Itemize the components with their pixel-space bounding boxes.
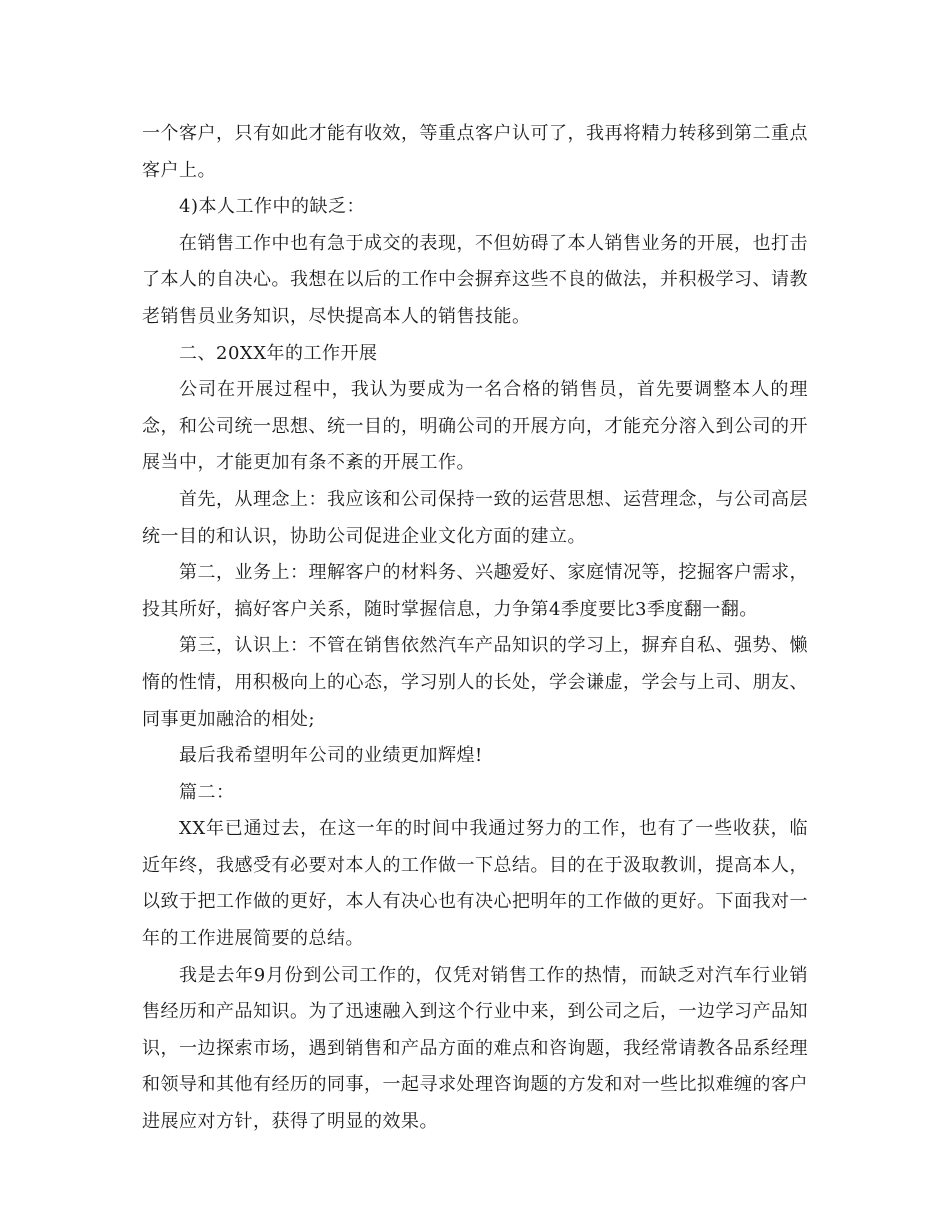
paragraph-shortcomings: 在销售工作中也有急于成交的表现，不但妨碍了本人销售业务的开展，也打击了本人的自决心。我想在以后的工作中会摒弃这些不良的做法，并积极学习、请教老销售员业务知识，尽快提高本人的销售技能。: [142, 232, 808, 327]
paragraph-second-business: 第二，业务上：理解客户的材料务、兴趣爱好、家庭情况等，挖掘客户需求，投其所好，搞好客户关系，随时掌握信息，力争第4季度要比3季度翻一翻。: [142, 562, 808, 620]
paragraph-subheading-shortcomings: 4)本人工作中的缺乏：: [179, 196, 365, 218]
paragraph-third-awareness: 第三，认识上：不管在销售依然汽车产品知识的学习上，摒弃自私、强势、懒惰的性情，用积极向上的心态，学习别人的长处，学会谦虚，学会与上司、朋友、同事更加融洽的相处;: [142, 635, 808, 730]
paragraph-year-summary: XX年已通过去，在这一年的时间中我通过努力的工作，也有了一些收获，临近年终，我感受有必要对本人的工作做一下总结。目的在于汲取教训，提高本人，以致于把工作做的更好，本人有决心也有决心把明年的工作做的更好。下面我对一年的工作进展简要的总结。: [142, 818, 808, 950]
paragraph-company-development: 公司在开展过程中，我认为要成为一名合格的销售员，首先要调整本人的理念，和公司统一思想、统一目的，明确公司的开展方向，才能充分溶入到公司的开展当中，才能更加有条不紊的开展工作。: [142, 379, 808, 474]
paragraph-part-two-heading: 篇二：: [179, 781, 235, 803]
document-body: [142, 116, 808, 1141]
paragraph-continuation: 一个客户，只有如此才能有收效，等重点客户认可了，我再将精力转移到第二重点客户上。: [142, 123, 808, 181]
paragraph-closing-wish: 最后我希望明年公司的业绩更加辉煌!: [179, 745, 483, 767]
paragraph-first-concept: 首先，从理念上：我应该和公司保持一致的运营思想、运营理念，与公司高层统一目的和认识，协助公司促进企业文化方面的建立。: [142, 488, 808, 547]
paragraph-joining-company: 我是去年9月份到公司工作的，仅凭对销售工作的热情，而缺乏对汽车行业销售经历和产品知识。为了迅速融入到这个行业中来，到公司之后，一边学习产品知识，一边探索市场，遇到销售和产品方面的难点和咨询题，我经常请教各品系经理和领导和其他有经历的同事，一起寻求处理咨询题的方发和对一些比拟难缠的客户进展应对方针，获得了明显的效果。: [142, 964, 808, 1133]
paragraph-section-heading: 二、20XX年的工作开展: [179, 342, 378, 364]
